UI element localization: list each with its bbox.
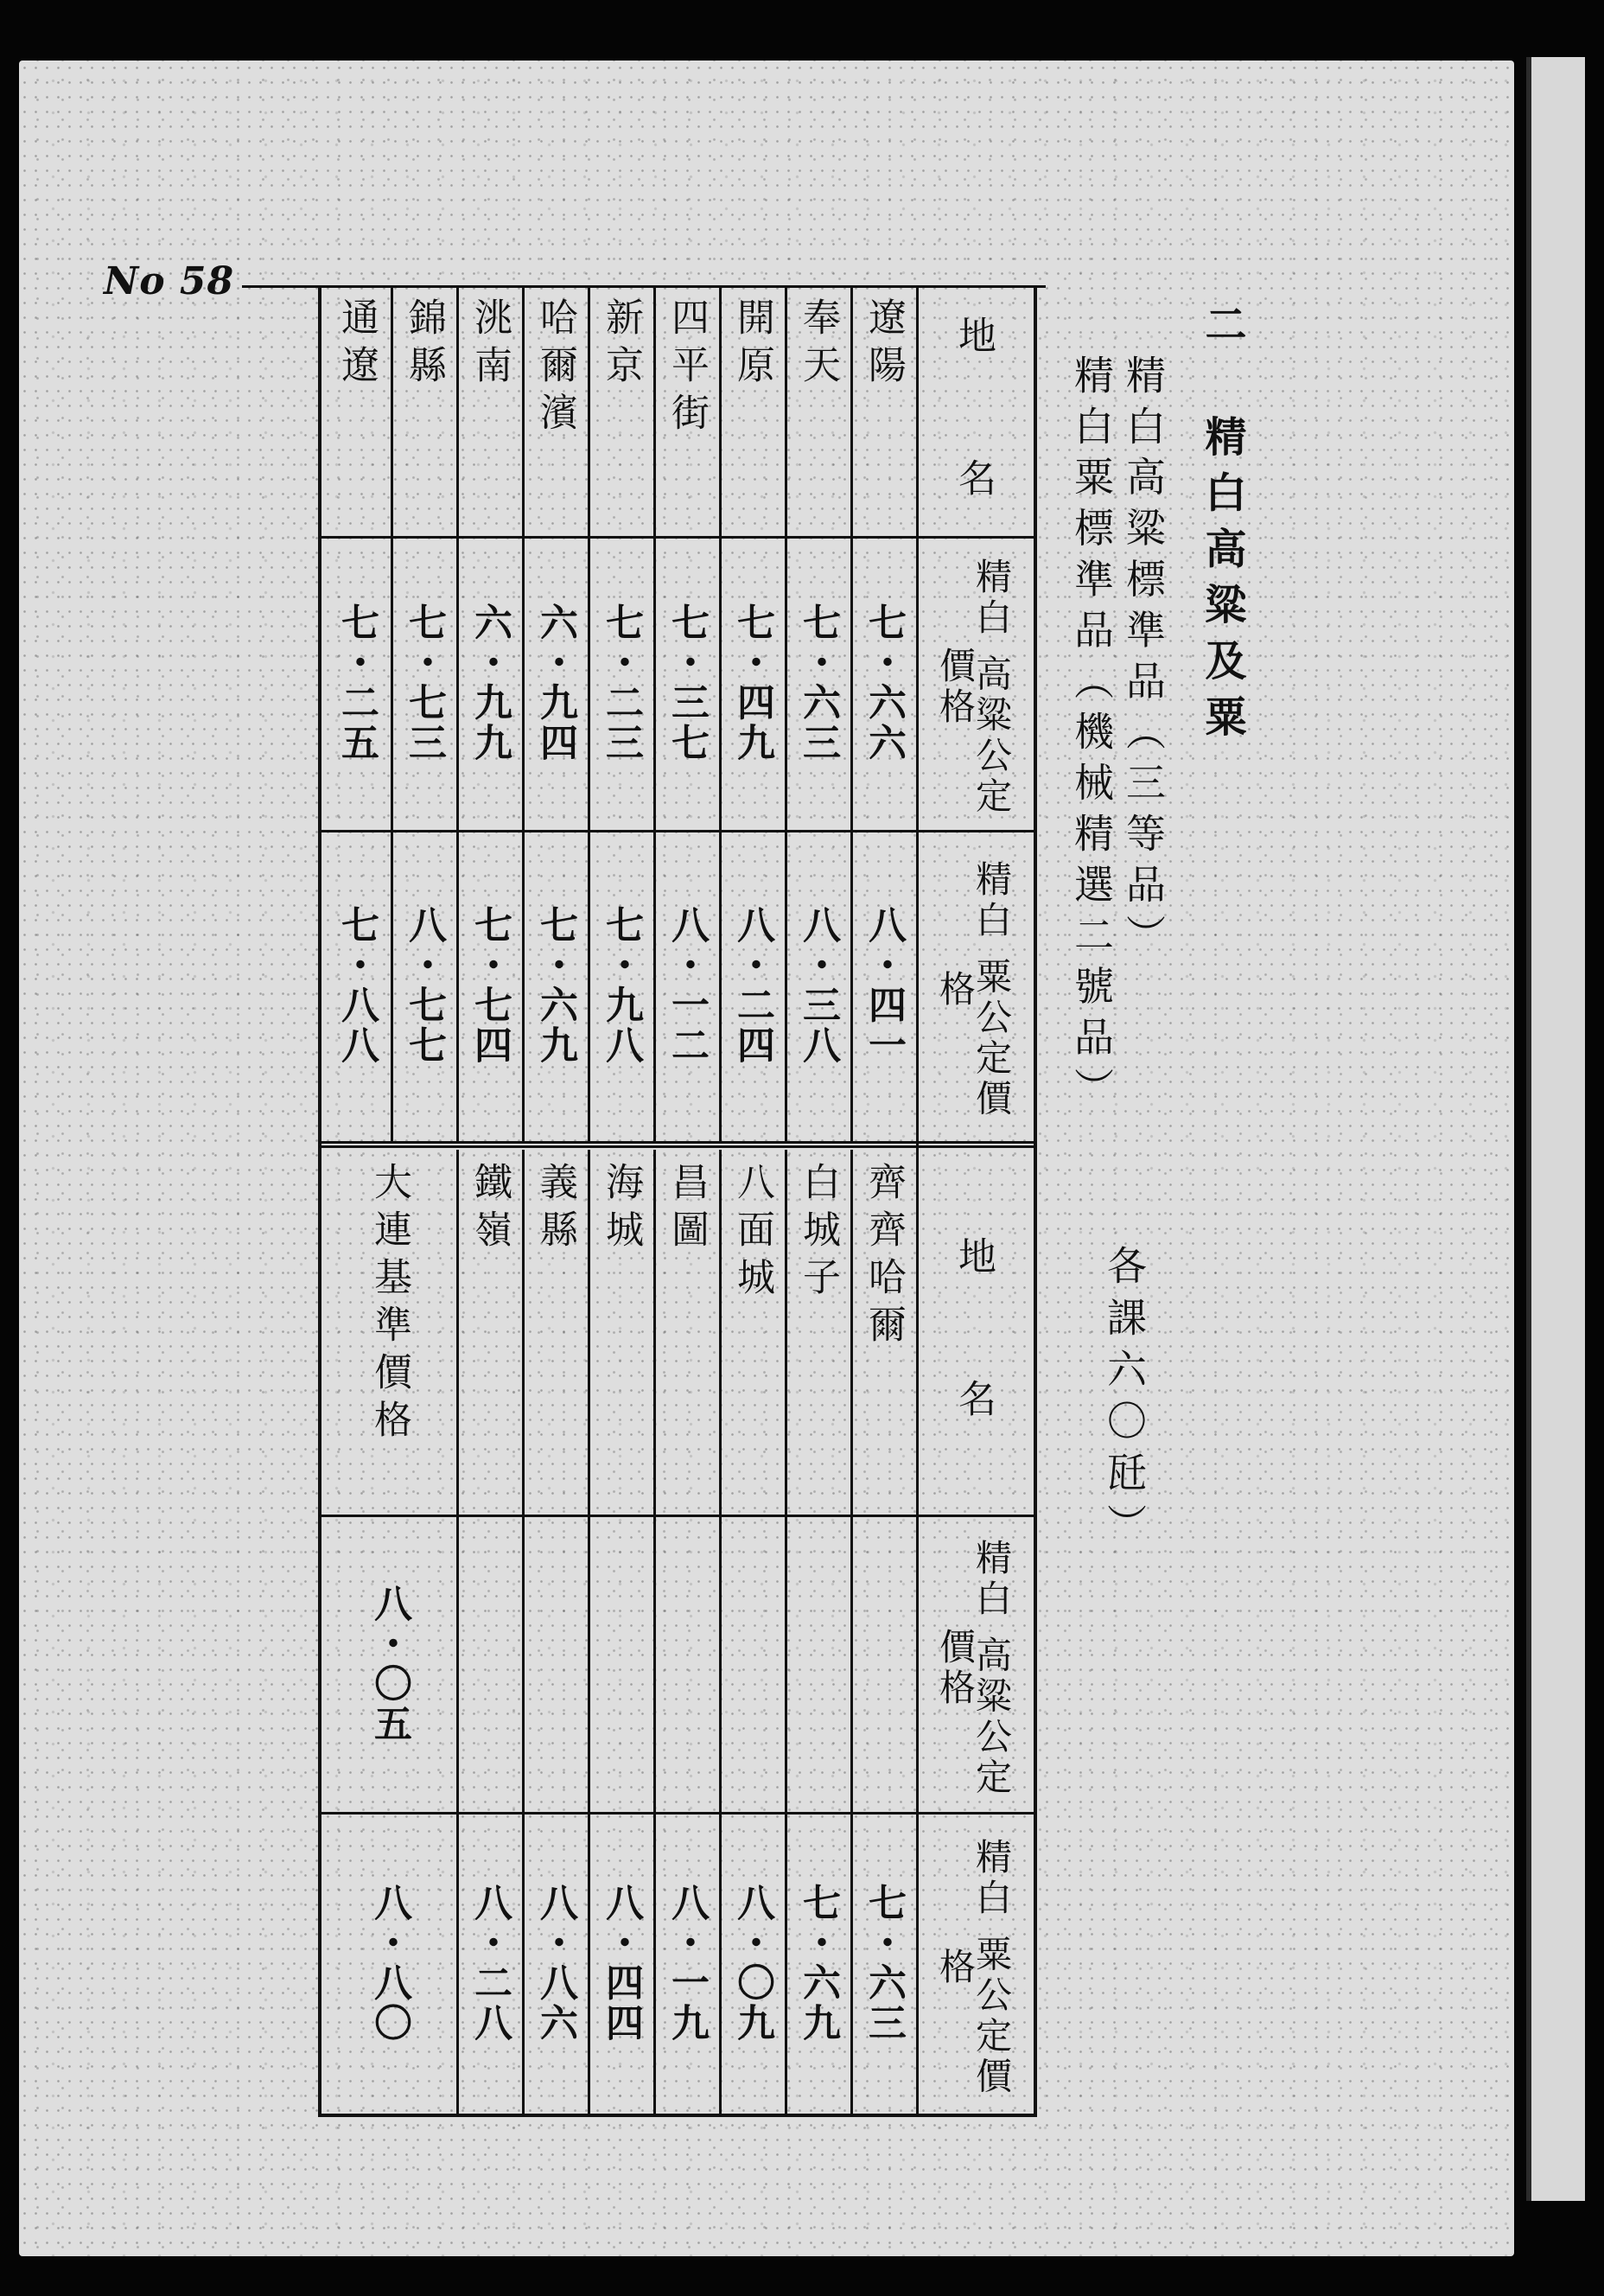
- upper-place-cell: 遼陽: [862, 297, 906, 392]
- price-table: [318, 285, 1037, 2117]
- lower-millet-price-cell: 八・八六: [533, 1883, 577, 2043]
- upper-sorghum-price-cell: 七・三七: [665, 603, 709, 762]
- upper-millet-price-cell: 八・四一: [862, 905, 906, 1065]
- lower-sorghum-price-cell: 八・〇五: [367, 1583, 411, 1744]
- lower-sorghum-price-cell: [653, 1516, 719, 1810]
- upper-millet-price-cell: 八・二四: [730, 905, 774, 1065]
- header-sorghum-upper: 精白 高粱公定價格: [934, 558, 1013, 818]
- upper-millet-price-cell: 七・七四: [468, 905, 512, 1065]
- upper-millet-price-cell: 七・九八: [599, 905, 643, 1065]
- upper-place-cell: 哈爾濱: [533, 297, 577, 440]
- upper-place-cell: 開原: [730, 297, 774, 392]
- lower-sorghum-price-cell: [456, 1516, 522, 1810]
- unit-note: 各課六〇瓩）: [1101, 1245, 1148, 1555]
- header-millet-upper: 精白 粟公定價格: [934, 860, 1013, 1120]
- upper-millet-price-cell: 七・六九: [533, 905, 577, 1065]
- lower-sorghum-price-cell: [719, 1516, 785, 1810]
- lower-place-cell: 白城子: [796, 1162, 840, 1304]
- upper-millet-price-cell: 八・一二: [665, 905, 709, 1065]
- lower-place-cell: 大連基準價格: [367, 1162, 411, 1447]
- upper-millet-price-cell: 八・三八: [796, 905, 840, 1065]
- lower-millet-price-cell: 八・〇九: [730, 1883, 774, 2043]
- header-place-lower: 地 名: [952, 1236, 996, 1426]
- lower-sorghum-price-cell: [588, 1516, 653, 1810]
- upper-sorghum-price-cell: 六・九四: [533, 603, 577, 762]
- lower-millet-price-cell: 七・六三: [862, 1883, 906, 2043]
- lower-place-cell: 義縣: [533, 1162, 577, 1257]
- lower-place-cell: 八面城: [730, 1162, 774, 1304]
- subheading-millet: 精白粟標準品（機械精選二號品）: [1068, 354, 1115, 1119]
- upper-place-cell: 通遼: [334, 297, 379, 392]
- block-divider-rule: [321, 1141, 1034, 1148]
- upper-sorghum-price-cell: 七・七三: [402, 603, 446, 762]
- header-place-upper: 地 名: [952, 316, 996, 506]
- page-number: No 58: [104, 259, 235, 303]
- header-column-rule: [916, 285, 919, 2114]
- lower-place-cell: 昌圖: [665, 1162, 709, 1257]
- upper-sorghum-price-cell: 六・九九: [468, 603, 512, 762]
- upper-place-cell: 新京: [599, 297, 643, 392]
- lower-sorghum-price-cell: [522, 1516, 588, 1810]
- subheading-sorghum: 精白高粱標準品（三等品）: [1120, 354, 1167, 966]
- lower-place-cell: 齊齊哈爾: [862, 1162, 906, 1352]
- upper-place-cell: 錦縣: [402, 297, 446, 392]
- upper-sorghum-price-cell: 七・二三: [599, 603, 643, 762]
- lower-millet-price-cell: 八・一九: [665, 1883, 709, 2043]
- lower-place-cell: 鐵嶺: [468, 1162, 512, 1257]
- section-heading: 二 精白高粱及粟: [1198, 303, 1246, 751]
- lower-place-cell: 海城: [599, 1162, 643, 1257]
- upper-sorghum-price-cell: 七・二五: [334, 603, 379, 762]
- lower-millet-price-cell: 八・二八: [468, 1883, 512, 2043]
- upper-place-cell: 洮南: [468, 297, 512, 392]
- upper-place-cell: 四平街: [665, 297, 709, 440]
- header-millet-lower: 精白 粟公定價格: [934, 1838, 1013, 2098]
- lower-millet-price-cell: 八・八〇: [367, 1883, 411, 2043]
- upper-sorghum-price-cell: 七・四九: [730, 603, 774, 762]
- upper-millet-price-cell: 八・七七: [402, 905, 446, 1065]
- upper-millet-price-cell: 七・八八: [334, 905, 379, 1065]
- lower-sorghum-price-cell: [785, 1516, 850, 1810]
- header-sorghum-lower: 精白 高粱公定價格: [934, 1538, 1013, 1799]
- upper-sorghum-price-cell: 七・六六: [862, 603, 906, 762]
- lower-millet-price-cell: 七・六九: [796, 1883, 840, 2043]
- lower-millet-price-cell: 八・四四: [599, 1883, 643, 2043]
- upper-sorghum-price-cell: 七・六三: [796, 603, 840, 762]
- lower-sorghum-price-cell: [850, 1516, 916, 1810]
- upper-place-cell: 奉天: [796, 297, 840, 392]
- next-page-edge: [1526, 57, 1585, 2201]
